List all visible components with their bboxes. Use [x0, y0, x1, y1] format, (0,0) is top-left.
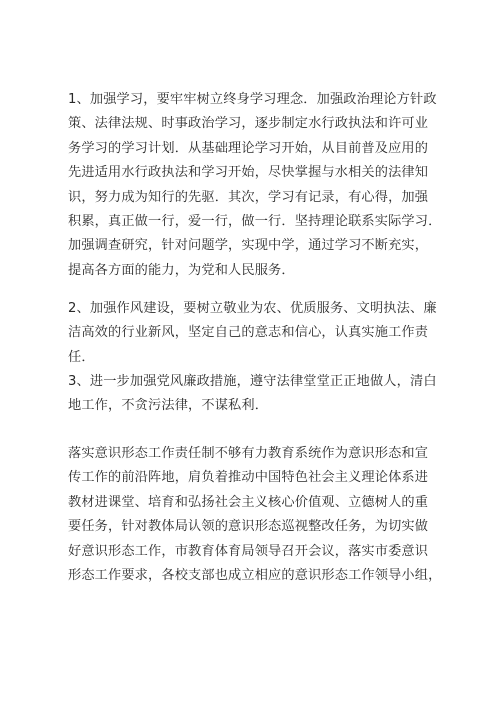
text-line: 策、法律法规、时事政治学习，逐步制定水行政执法和许可业: [68, 116, 429, 132]
text-line: 教材进课堂、培育和弘扬社会主义核心价值观、立德树人的重: [68, 494, 429, 510]
text-line: 2、加强作风建设，要树立敬业为农、优质服务、文明执法、廉: [68, 301, 437, 316]
text-line: 地工作，不贪污法律，不谋私利．: [68, 398, 269, 414]
text-line: 要任务，针对教体局认领的意识形态巡视整改任务，为切实做: [68, 519, 429, 535]
text-line: 1、加强学习，要牢牢树立终身学习理念．加强政治理论方针政: [68, 92, 437, 107]
text-line: 形态工作要求，各校支部也成立相应的意识形态工作领导小组，: [68, 568, 442, 584]
text-line: 识，努力成为知行的先驱．其次，学习有记录，有心得，加强: [68, 189, 429, 205]
text-line: 务学习的学习计划．从基础理论学习开始，从目前普及应用的: [68, 140, 429, 156]
text-line: 3、进一步加强党风廉政措施，遵守法律堂堂正正地做人，清白: [68, 374, 437, 389]
paragraph-study: [68, 88, 440, 283]
text-line: 提高各方面的能力，为党和人民服务．: [68, 262, 295, 278]
paragraph-work-style: [68, 297, 440, 370]
text-line: 洁高效的行业新风，坚定自己的意志和信心，认真实施工作责: [68, 325, 429, 341]
paragraph-integrity: [68, 370, 440, 419]
text-line: 传工作的前沿阵地，肩负着推动中国特色社会主义理论体系进: [68, 470, 429, 486]
text-line: 先进适用水行政执法和学习开始，尽快掌握与水相关的法律知: [68, 165, 429, 181]
text-line: 好意识形态工作，市教育体育局领导召开会议，落实市委意识: [68, 543, 429, 559]
text-line: 任．: [68, 349, 95, 365]
text-line: 积累，真正做一行，爱一行，做一行．坚持理论联系实际学习．: [68, 214, 442, 230]
paragraph-ideology: [68, 442, 440, 588]
text-line: 加强调查研究，针对问题学，实现中学，通过学习不断充实，: [68, 238, 429, 254]
text-line: 落实意识形态工作责任制不够有力教育系统作为意识形态和宣: [68, 446, 429, 461]
